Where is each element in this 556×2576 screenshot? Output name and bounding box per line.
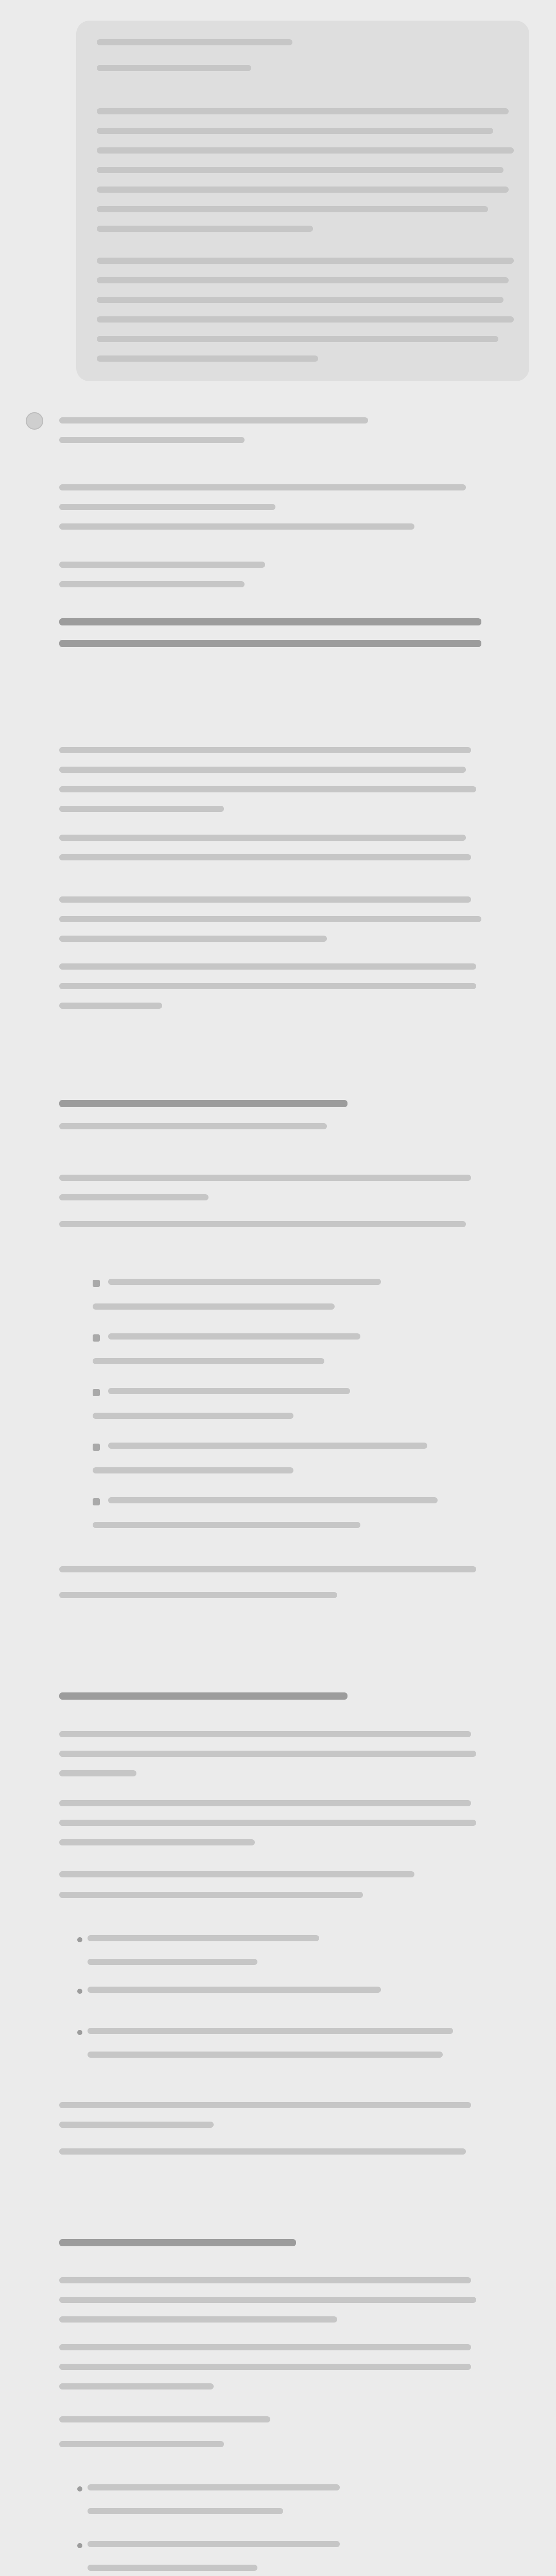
- assistant-message: [26, 407, 535, 2576]
- assistant-avatar: [26, 412, 43, 430]
- user-message-bubble: [76, 21, 529, 381]
